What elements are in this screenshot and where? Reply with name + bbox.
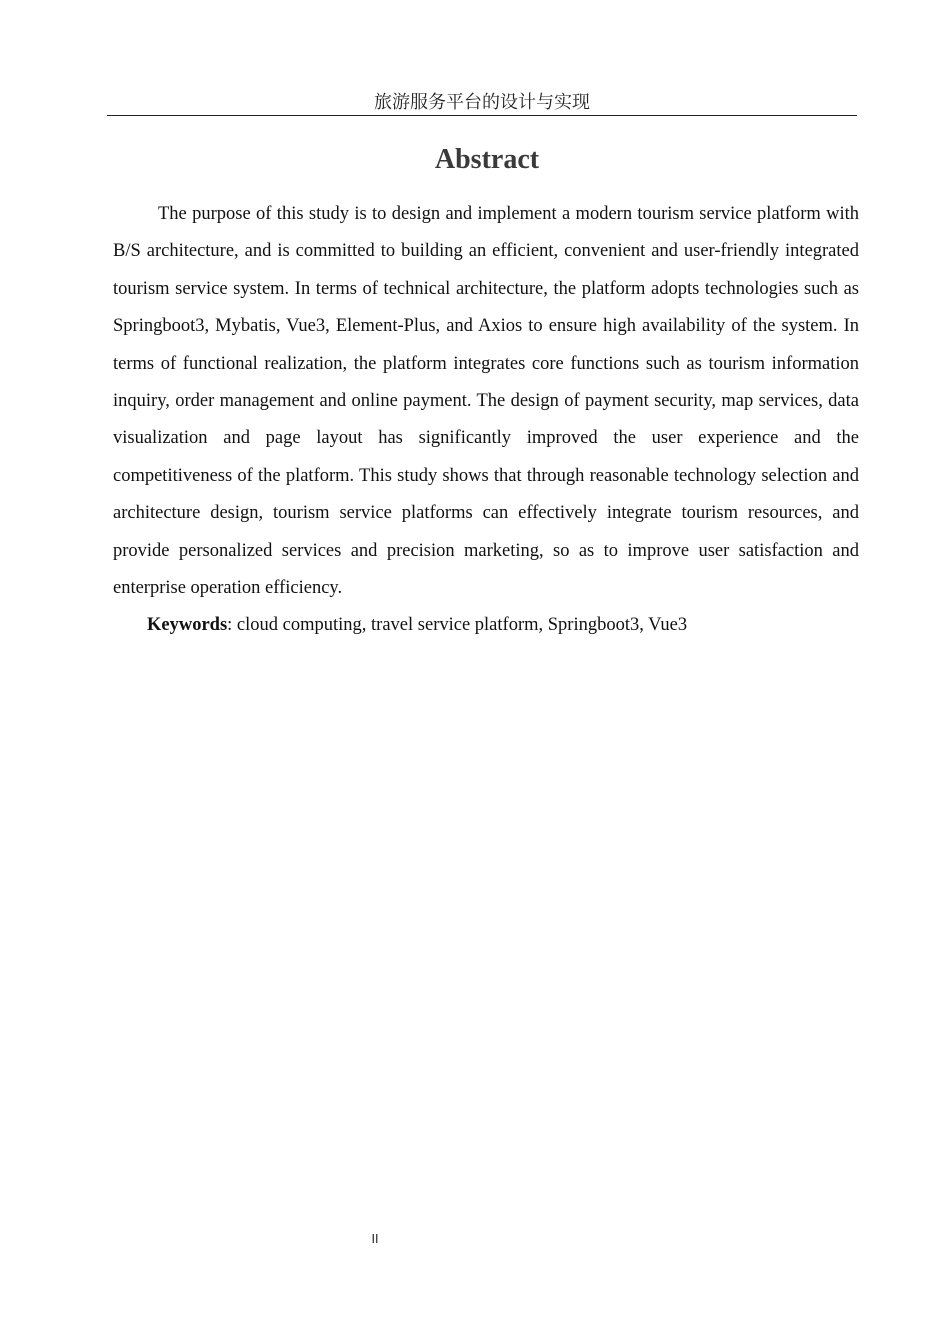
page-number: II [371,1232,379,1246]
abstract-paragraph: The purpose of this study is to design and implement a modern tourism service platform with B/S architecture, and is committed to building an efficient, convenient and user-friendly integrated tourism service system. In terms of technical architecture, the platform adopts technologies such as Springboot3, Mybatis, Vue3, Element-Plus, and Axios to ensure high availability of the system. In terms of functional realization, the platform integrates core functions such as tourism information inquiry, order management and online payment. The design of payment security, map services, data visualization and page layout has significantly improved the user experience and the competitiveness of the platform. This study shows that through reasonable technology selection and architecture design, tourism service platforms can effectively integrate tourism resources, and provide personalized services and precision marketing, so as to improve user satisfaction and enterprise operation efficiency. [113,204,859,599]
keywords-text: : cloud computing, travel service platform, Springboot3, Vue3 [227,615,688,635]
keywords-line [113,607,859,644]
running-header: 旅游服务平台的设计与实现 [374,92,590,113]
header-divider [107,115,857,116]
keywords-label: Keywords [147,615,228,635]
page-title: Abstract [434,144,540,175]
